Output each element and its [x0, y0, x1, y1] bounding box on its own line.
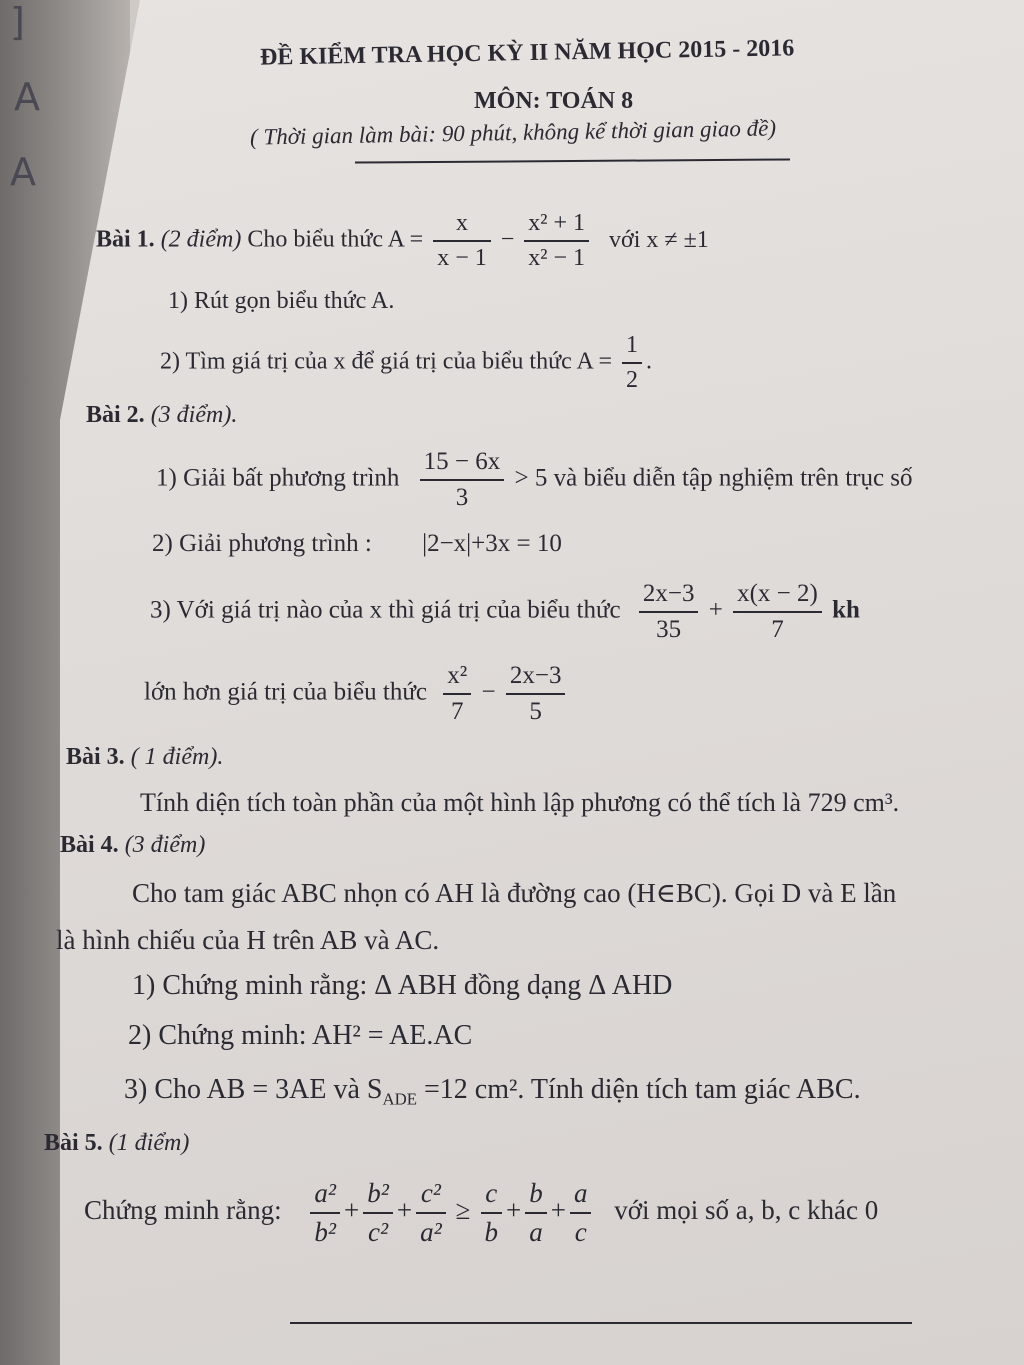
- bai1-fraction-2: [524, 210, 589, 272]
- bai1-label: Bài 1.: [96, 226, 155, 253]
- bai1-q2-fraction: [622, 332, 642, 394]
- bai5-frac-b-a: [525, 1178, 547, 1248]
- bai5-frac-c-b-num: c: [481, 1178, 503, 1214]
- bai2-q3: [150, 580, 860, 644]
- bai2-q3-text: 3) Với giá trị nào của x thì giá trị của biểu thức: [150, 596, 621, 624]
- bai2-q2-equation: |2−x|+3x = 10: [422, 530, 562, 557]
- bai5-tail: với mọi số a, b, c khác 0: [614, 1195, 879, 1226]
- previous-page-edge: ] A A: [10, 0, 40, 194]
- bai5-frac-b2-c2-num: b²: [363, 1178, 393, 1214]
- bai2-q3-tail: kh: [832, 596, 860, 624]
- bai1-q2: [160, 332, 652, 394]
- bai2-q3-fraction-2: [733, 580, 822, 644]
- bai2-label: Bài 2.: [86, 402, 145, 428]
- bai5-frac-a2-b2: [310, 1178, 340, 1248]
- bai2-q2: [152, 530, 562, 558]
- bai5-ge: ≥: [455, 1195, 471, 1226]
- bai1-text: Cho biểu thức A =: [247, 226, 424, 253]
- bai2-q3-f1-den: 35: [656, 616, 682, 643]
- bai2-q3-f2-num: x(x − 2): [733, 580, 822, 613]
- bai2-q3-f4-num: 2x−3: [506, 662, 566, 695]
- bai5-frac-b-a-num: b: [525, 1178, 547, 1214]
- bai4-label: Bài 4.: [60, 832, 119, 858]
- bai1-q1: 1) Rút gọn biểu thức A.: [168, 288, 395, 314]
- bai5-frac-b2-c2-den: c²: [367, 1217, 389, 1247]
- bai1-f2-den: x² − 1: [528, 245, 586, 271]
- bai4-q3-sub: ADE: [382, 1089, 417, 1109]
- bai4-q3-text: 3) Cho AB = 3AE và S: [124, 1074, 383, 1105]
- bai2-q3-f3-num: x²: [443, 662, 471, 695]
- bai5-points: (1 điểm): [108, 1130, 190, 1156]
- bai5-frac-b2-c2: [363, 1178, 393, 1248]
- bai1-f1-num: x: [433, 210, 491, 242]
- bai1-minus: −: [500, 226, 515, 253]
- bai5-frac-c2-a2-num: c²: [416, 1178, 446, 1214]
- bai2-q3-minus: −: [481, 678, 496, 706]
- bai4-points: (3 điểm): [124, 832, 206, 858]
- bai2-q3-plus: +: [708, 596, 723, 624]
- bai1-q2-den: 2: [625, 367, 638, 393]
- bai2-q1-num: 15 − 6x: [420, 448, 505, 481]
- bai2-q1-den: 3: [455, 484, 469, 511]
- bai5-frac-c2-a2-den: a²: [420, 1217, 442, 1247]
- bai2-q3-f2-den: 7: [771, 616, 784, 643]
- bai2-q3-line2-text: lớn hơn giá trị của biểu thức: [144, 678, 427, 706]
- bai2-q3-fraction-1: [639, 580, 699, 644]
- bai3-points: ( 1 điểm).: [130, 744, 224, 770]
- bai2-q3-f3-den: 7: [450, 698, 464, 725]
- bai5-header: [44, 1130, 189, 1157]
- bai4-line1: Cho tam giác ABC nhọn có AH là đường cao (H∈BC). Gọi D và E lần: [132, 878, 897, 908]
- bai2-q1-rest: > 5 và biểu diễn tập nghiệm trên trục số: [514, 464, 913, 492]
- bai2-q3-fraction-4: [506, 662, 566, 726]
- bai3-label: Bài 3.: [66, 744, 125, 770]
- bai5-inequality: Chứng minh rằng: $\frac{\text{a²}}{\text{b²}}$ + $\frac{\text{b²}}{\text{c²}}$ + $\frac{\text{c²}}{\text{a²}}$ ≥ $\frac{c}{b}$ + $\frac{b}{a}$ + $\frac{a}{c}$ với mọi số a, b, c khác 0: [84, 1178, 879, 1247]
- bai4-q2: 2) Chứng minh: AH² = AE.AC: [128, 1020, 473, 1051]
- bai4-header: [60, 832, 205, 859]
- bai5-frac-a2-b2-den: b²: [314, 1217, 336, 1247]
- bai1-points: (2 điểm): [160, 226, 242, 253]
- bai5-frac-c-b: [481, 1178, 503, 1248]
- footer-line: [290, 1322, 912, 1324]
- bai2-q3-f1-num: 2x−3: [639, 580, 699, 613]
- bai5-frac-a-c: [570, 1178, 592, 1248]
- bai4-q1: 1) Chứng minh rằng: Δ ABH đồng dạng Δ AHD: [132, 970, 673, 1001]
- bai2-q1-text: 1) Giải bất phương trình: [156, 464, 400, 492]
- bai2-header: [86, 402, 237, 429]
- bai5-label: Bài 5.: [44, 1130, 103, 1156]
- bai1-condition: với x ≠ ±1: [609, 226, 709, 253]
- bai3-text: Tính diện tích toàn phần của một hình lập phương có thể tích là 729 cm³.: [140, 788, 900, 817]
- bai2-points: (3 điểm).: [150, 402, 238, 428]
- bai2-q3-line2: [144, 662, 569, 726]
- bai1-fraction-1: [433, 210, 491, 272]
- bai1-header: [96, 210, 709, 272]
- bai5-frac-a-c-den: c: [574, 1217, 587, 1247]
- bai5-frac-a-c-num: a: [570, 1178, 592, 1214]
- bai1-q2-end: .: [645, 348, 652, 375]
- time-note: ( Thời gian làm bài: 90 phút, không kể thời gian giao đề): [249, 115, 777, 150]
- bai2-q3-fraction-3: [443, 662, 471, 726]
- bai5-text: Chứng minh rằng:: [84, 1195, 282, 1226]
- bai2-q1: [156, 448, 913, 512]
- exam-title: ĐỀ KIỂM TRA HỌC KỲ II NĂM HỌC 2015 - 2016: [259, 35, 795, 71]
- bai1-f1-den: x − 1: [437, 245, 487, 271]
- bai5-frac-c2-a2: [416, 1178, 446, 1248]
- bai2-q3-f4-den: 5: [529, 698, 542, 725]
- bai1-f2-num: x² + 1: [524, 210, 589, 242]
- bai2-q1-fraction: [420, 448, 505, 512]
- bai3-header: [66, 744, 223, 771]
- bai4-q3-rest: =12 cm². Tính diện tích tam giác ABC.: [416, 1074, 861, 1105]
- bai1-q2-num: 1: [622, 332, 642, 364]
- bai5-frac-b-a-den: a: [529, 1217, 543, 1247]
- bai4-q3: [124, 1074, 861, 1109]
- bai4-line2: là hình chiếu của H trên AB và AC.: [56, 925, 440, 955]
- bai2-q2-text: 2) Giải phương trình :: [152, 530, 372, 557]
- bai5-frac-c-b-den: b: [484, 1217, 498, 1247]
- bai1-q2-text: 2) Tìm giá trị của x để giá trị của biểu thức A =: [160, 348, 612, 375]
- bai5-frac-a2-b2-num: a²: [310, 1178, 340, 1214]
- subject-title: MÔN: TOÁN 8: [474, 88, 634, 114]
